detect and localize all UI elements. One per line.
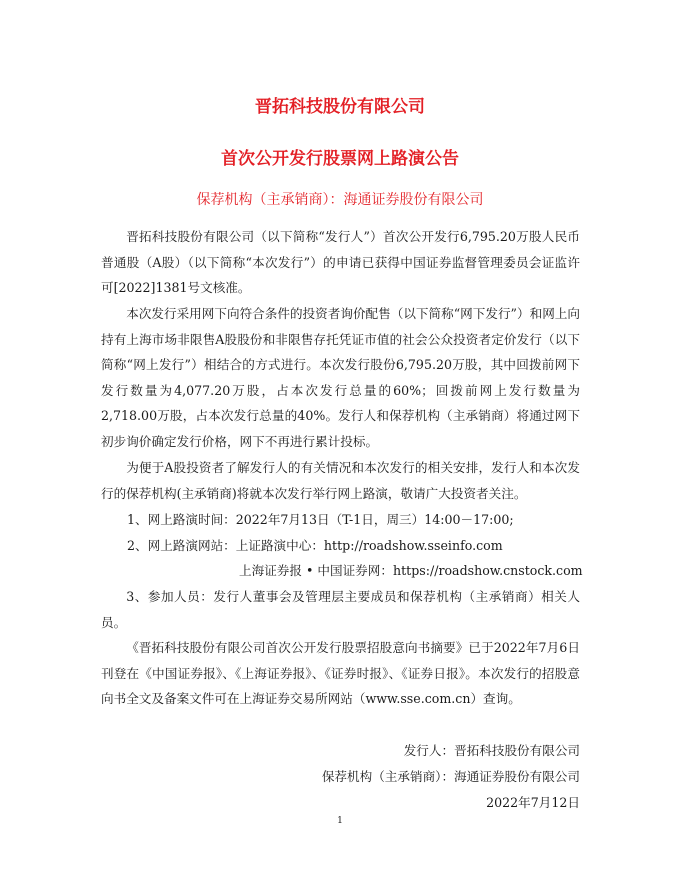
paragraph-approval: 晋拓科技股份有限公司（以下简称“发行人”）首次公开发行6,795.20万股人民币普通股（A股）（以下简称“本次发行”）的申请已获得中国证券监督管理委员会证监许可[2022]1381号文核准。	[101, 229, 580, 296]
participants-item: 3、参加人员：发行人董事会及管理层主要成员和保荐机构（主承销商）相关人员。	[101, 589, 580, 630]
page-number: 1	[337, 816, 343, 826]
roadshow-website-item-continued: 上海证券报 • 中国证券网：https://roadshow.cnstock.com	[239, 563, 583, 578]
signature-sponsor: 保荐机构（主承销商）：海通证券股份有限公司	[321, 769, 580, 784]
roadshow-website-item: 2、网上路演网站：上证路演中心：http://roadshow.sseinfo.com	[127, 538, 503, 553]
sponsor-heading: 保荐机构（主承销商）：海通证券股份有限公司	[196, 192, 484, 208]
company-title: 晋拓科技股份有限公司	[255, 97, 425, 117]
paragraph-prospectus: 《晋拓科技股份有限公司首次公开发行股票招股意向书摘要》已于2022年7月6日刊登在《中国证券报》、《上海证券报》、《证券时报》、《证券日报》。本次发行的招股意向书全文及备案文件可在上海证券交易所网站（www.sse.com.cn）查询。	[101, 640, 580, 707]
notice-title: 首次公开发行股票网上路演公告	[221, 149, 459, 169]
roadshow-time-item: 1、网上路演时间：2022年7月13日（T-1日，周三）14:00－17:00;	[127, 512, 514, 527]
paragraph-offering-method: 本次发行采用网下向符合条件的投资者询价配售（以下简称“网下发行”）和网上向持有上海市场非限售A股股份和非限售存托凭证市值的社会公众投资者定价发行（以下简称“网上发行”）相结合的方式进行。本次发行股份6,795.20万股，其中回拨前网下发行数量为4,077.20万股，占本次发行总量的60%；回拨前网上发行数量为2,718.00万股，占本次发行总量的40%。发行人和保荐机构（主承销商）将通过网下初步询价确定发行价格，网下不再进行累计投标。	[101, 306, 580, 449]
signature-date: 2022年7月12日	[486, 795, 580, 810]
signature-issuer: 发行人：晋拓科技股份有限公司	[403, 743, 580, 758]
paragraph-roadshow-intro: 为便于A股投资者了解发行人的有关情况和本次发行的相关安排，发行人和本次发行的保荐机构(主承销商)将就本次发行举行网上路演，敬请广大投资者关注。	[101, 460, 580, 501]
